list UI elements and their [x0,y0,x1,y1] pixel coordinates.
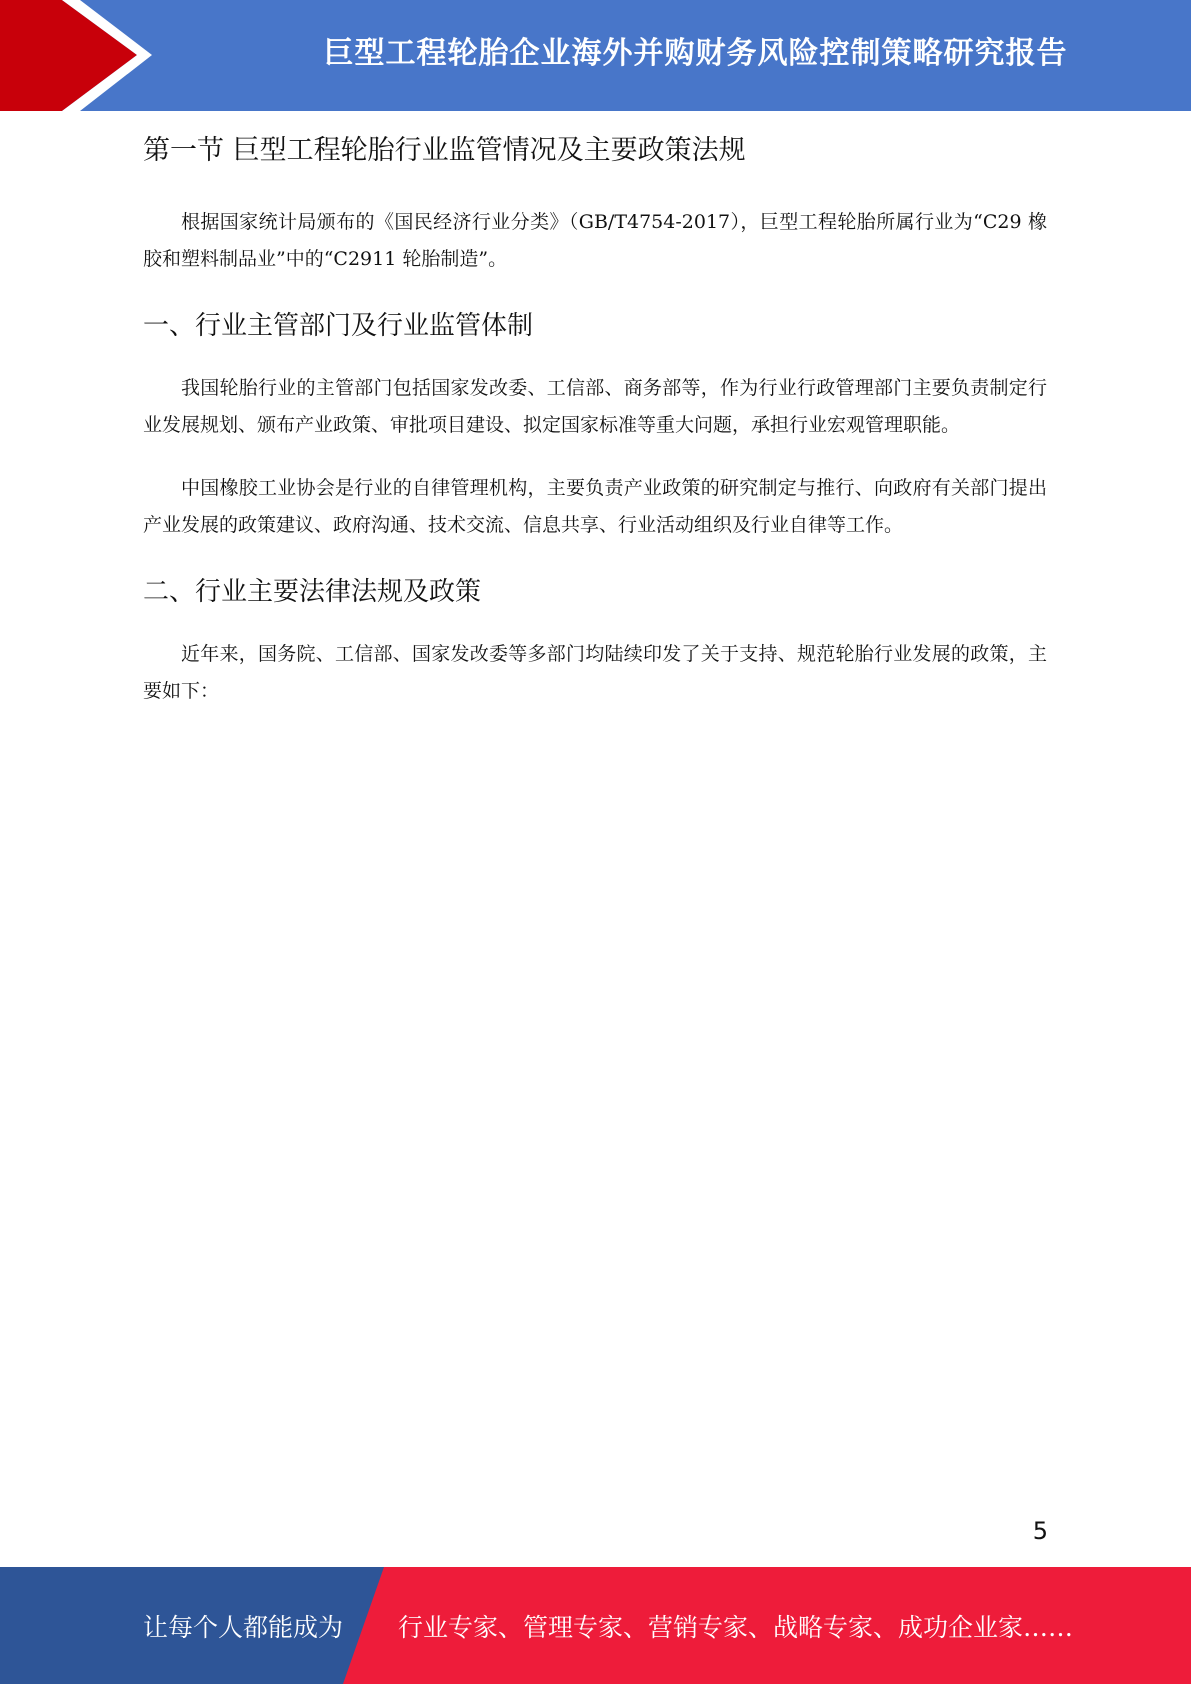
document-body [143,128,1047,736]
page-number: 5 [1032,1517,1048,1545]
subsection-1-paragraph-2: 中国橡胶工业协会是行业的自律管理机构，主要负责产业政策的研究制定与推行、向政府有关部门提出产业发展的政策建议、政府沟通、技术交流、信息共享、行业活动组织及行业自律等工作。 [143,477,1047,536]
report-title: 巨型工程轮胎企业海外并购财务风险控制策略研究报告 [323,36,1068,71]
subsection-title-1: 一、行业主管部门及行业监管体制 [143,311,534,341]
footer-slogan-right: 行业专家、管理专家、营销专家、战略专家、成功企业家…… [398,1612,1074,1642]
page-header [0,0,1191,111]
subsection-title-2: 二、行业主要法律法规及政策 [143,577,482,607]
page-footer [0,1567,1191,1684]
section-title: 第一节 巨型工程轮胎行业监管情况及主要政策法规 [143,135,746,166]
intro-paragraph: 根据国家统计局颁布的《国民经济行业分类》（GB/T4754-2017），巨型工程轮胎所属行业为“C29 橡胶和塑料制品业”中的“C2911 轮胎制造”。 [143,211,1047,270]
chevron-decoration-icon [0,0,160,111]
subsection-1-paragraph-1: 我国轮胎行业的主管部门包括国家发改委、工信部、商务部等，作为行业行政管理部门主要负责制定行业发展规划、颁布产业政策、审批项目建设、拟定国家标准等重大问题，承担行业宏观管理职能。 [143,377,1047,436]
subsection-2-paragraph-1: 近年来，国务院、工信部、国家发改委等多部门均陆续印发了关于支持、规范轮胎行业发展的政策，主要如下： [143,643,1047,702]
footer-slogan-left: 让每个人都能成为 [143,1612,344,1642]
